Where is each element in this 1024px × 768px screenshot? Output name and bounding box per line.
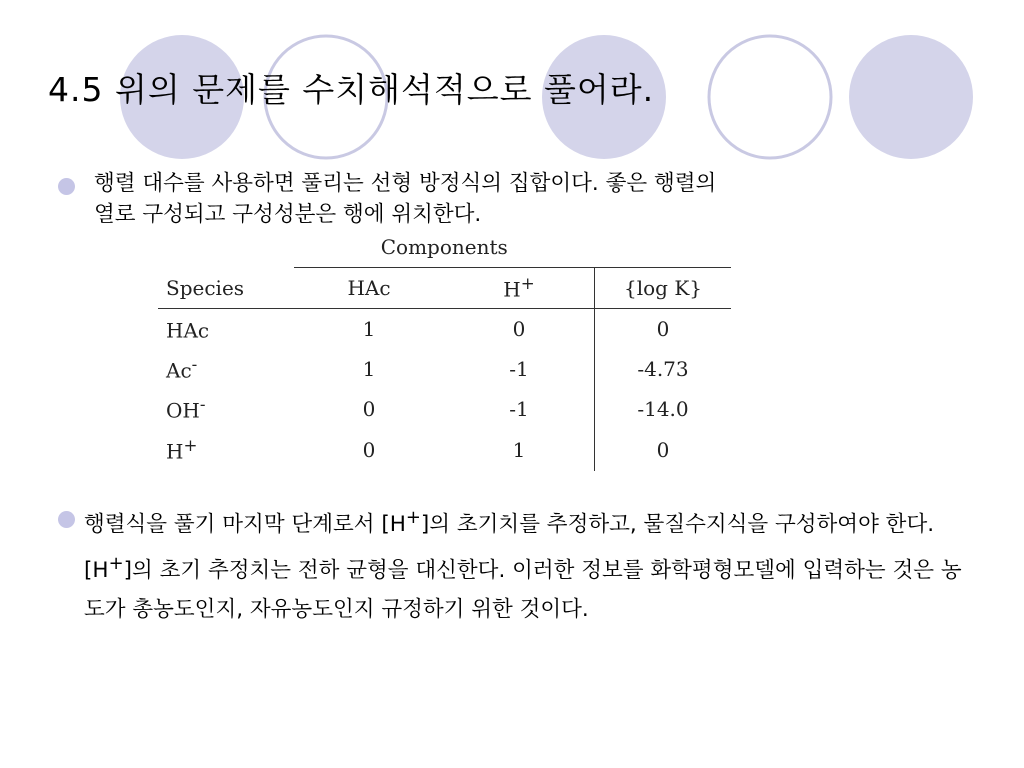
bullet-paragraph-1 [58,168,963,230]
bullet-paragraph-2 [58,498,963,629]
paragraph-2-part-3: ]의 초기 추정치는 전하 균형을 대신한다. 이러한 정보를 화학평형모델에 입력하는 것은 농도가 총농도인지, 자유농도인지 규정하기 위한 것이다. [84,558,962,623]
table-caption: Components [380,235,508,259]
species-name: HAc [166,318,210,343]
paragraph-2-part-1: 행렬식을 풀기 마지막 단계로서 [H [84,512,406,538]
table-row [158,309,731,349]
cell-h: -1 [509,357,529,381]
cell-logk: 0 [595,429,732,471]
cell-species [158,309,294,349]
decor-circle-outline-2 [709,36,831,158]
header-h-sup: + [520,274,535,294]
cell-h: 1 [512,438,526,462]
header-hac: HAc [294,268,444,309]
header-h-base: H [503,277,521,302]
cell-logk: -4.73 [595,349,732,389]
table-row [158,349,731,389]
paragraph-2-sup-1: + [405,507,421,528]
paragraph-1-line-1: 행렬 대수를 사용하면 풀리는 선형 방정식의 집합이다. 좋은 행렬의 [94,171,717,196]
cell-h: 0 [512,317,526,341]
header-h [444,268,595,309]
decor-circle-filled-3 [849,35,973,159]
paragraph-2-text [58,498,963,629]
species-charge: - [191,355,198,375]
cell-species [158,429,294,471]
cell-h: -1 [509,397,529,421]
cell-hac: 1 [362,357,376,381]
cell-species [158,349,294,389]
table-row [158,429,731,471]
cell-logk: -14.0 [595,389,732,429]
header-logk: {log K} [595,268,732,309]
paragraph-1-text [58,168,963,230]
cell-hac: 0 [362,438,376,462]
species-name: OH [166,398,200,423]
cell-logk: 0 [595,309,732,349]
paragraph-2-sup-2: + [108,553,124,575]
table-row [158,389,731,429]
species-name: Ac [166,358,192,383]
header-species: Species [166,275,245,300]
cell-species [158,389,294,429]
species-charge: - [199,395,206,415]
components-table [158,235,731,471]
bullet-dot-icon [58,511,75,528]
cell-hac: 1 [362,317,376,341]
paragraph-2-part-2: ]의 초기치를 추정하고, 물질수지식을 구성하여야 한다. [H [84,512,935,584]
bullet-dot-icon [58,178,75,195]
species-name: H [166,439,184,464]
slide-title: 4.5 위의 문제를 수치해석적으로 풀어라. [48,70,655,109]
paragraph-1-line-2: 열로 구성되고 구성성분은 행에 위치한다. [94,202,482,227]
cell-hac: 0 [362,397,376,421]
species-charge: + [183,436,198,456]
